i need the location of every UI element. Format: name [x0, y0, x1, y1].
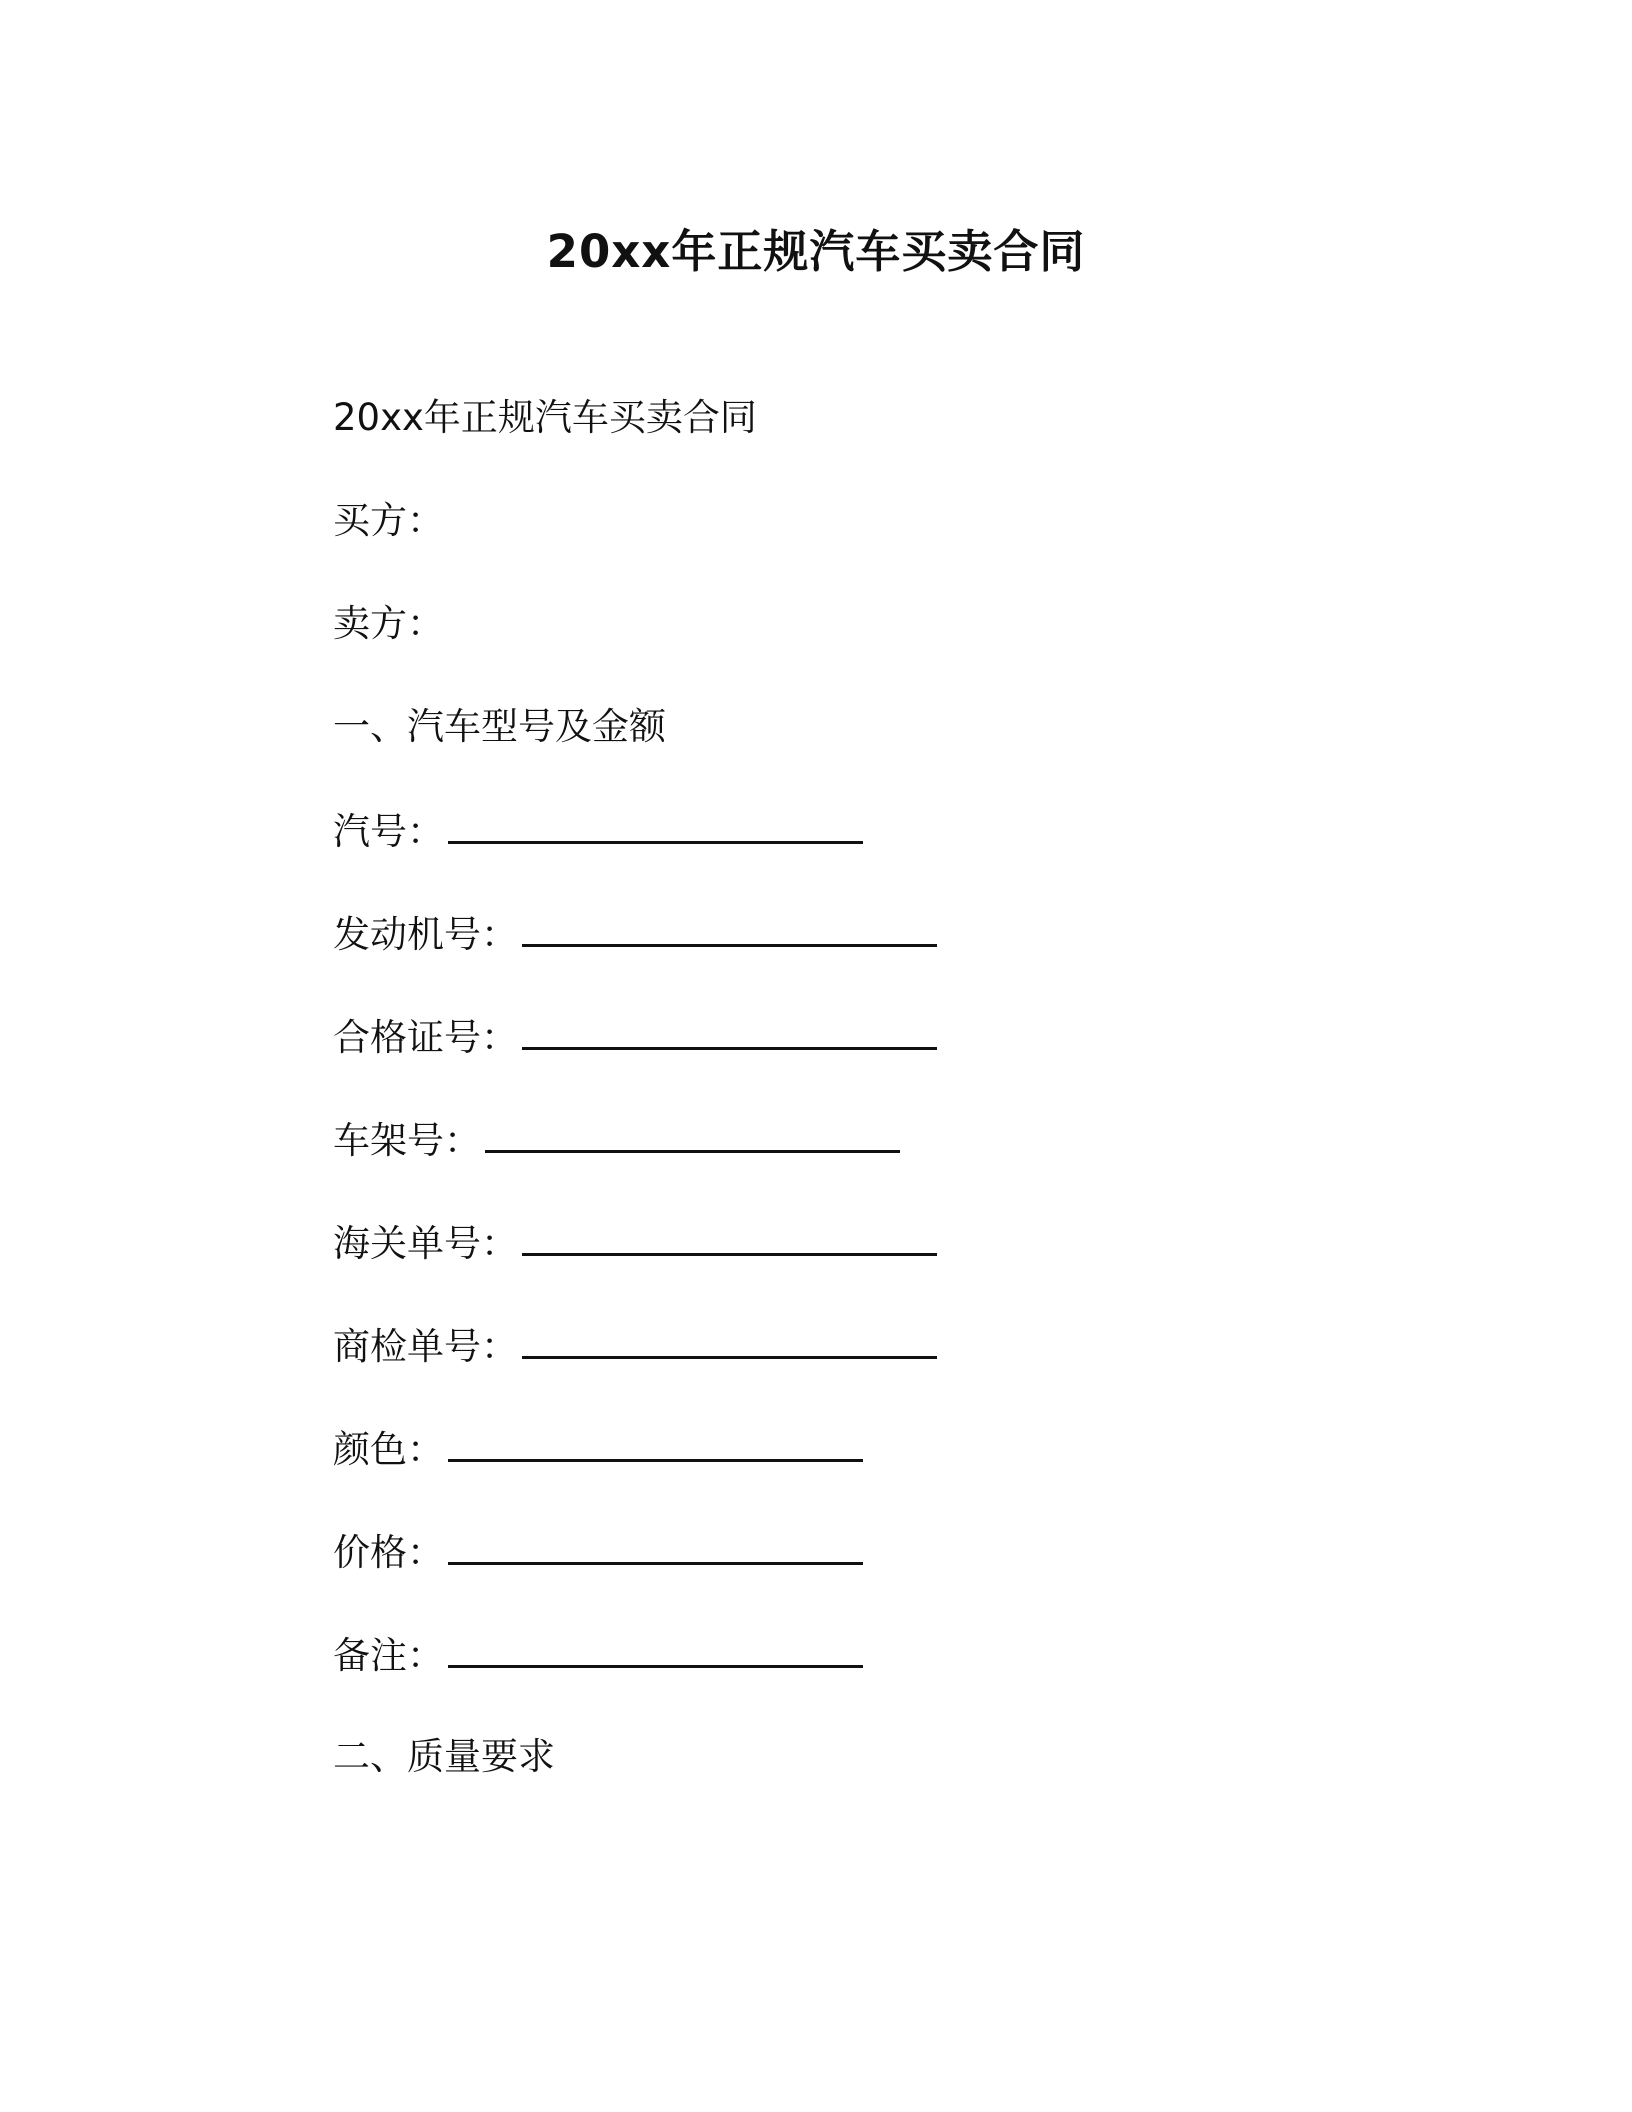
field-label-inspection-number: 商检单号： — [333, 1325, 518, 1368]
fill-in-blank-car-number — [448, 805, 863, 844]
field-label-engine-number: 发动机号： — [333, 913, 518, 956]
fill-in-blank-engine-number — [522, 908, 937, 947]
buyer-label: 买方： — [333, 499, 444, 542]
field-row-car-number — [333, 805, 1333, 855]
field-row-inspection-number — [333, 1320, 1333, 1370]
document-title: 20xx年正规汽车买卖合同 — [546, 225, 1086, 278]
section-heading-car-model: 一、汽车型号及金额 — [333, 705, 666, 748]
fill-in-blank-price — [448, 1526, 863, 1565]
field-label-price: 价格： — [333, 1531, 444, 1574]
document-body — [333, 393, 1333, 1835]
document-subtitle: 20xx年正规汽车买卖合同 — [333, 396, 757, 439]
field-row-engine-number — [333, 908, 1333, 958]
fill-in-blank-customs-number — [522, 1217, 937, 1256]
field-label-certificate-number: 合格证号： — [333, 1016, 518, 1059]
fill-in-blank-certificate-number — [522, 1011, 937, 1050]
field-label-car-number: 汽号： — [333, 810, 444, 853]
field-row-frame-number — [333, 1114, 1333, 1164]
section-heading-quality: 二、质量要求 — [333, 1735, 555, 1778]
fill-in-blank-frame-number — [485, 1114, 900, 1153]
field-label-color: 颜色： — [333, 1428, 444, 1471]
field-row-price — [333, 1526, 1333, 1576]
field-row-color — [333, 1423, 1333, 1473]
fill-in-blank-inspection-number — [522, 1320, 937, 1359]
field-label-remarks: 备注： — [333, 1634, 444, 1677]
field-row-remarks — [333, 1629, 1333, 1679]
field-row-customs-number — [333, 1217, 1333, 1267]
field-label-customs-number: 海关单号： — [333, 1222, 518, 1265]
field-row-certificate-number — [333, 1011, 1333, 1061]
fill-in-blank-remarks — [448, 1629, 863, 1668]
seller-label: 卖方： — [333, 602, 444, 645]
fill-in-blank-color — [448, 1423, 863, 1462]
field-label-frame-number: 车架号： — [333, 1119, 481, 1162]
